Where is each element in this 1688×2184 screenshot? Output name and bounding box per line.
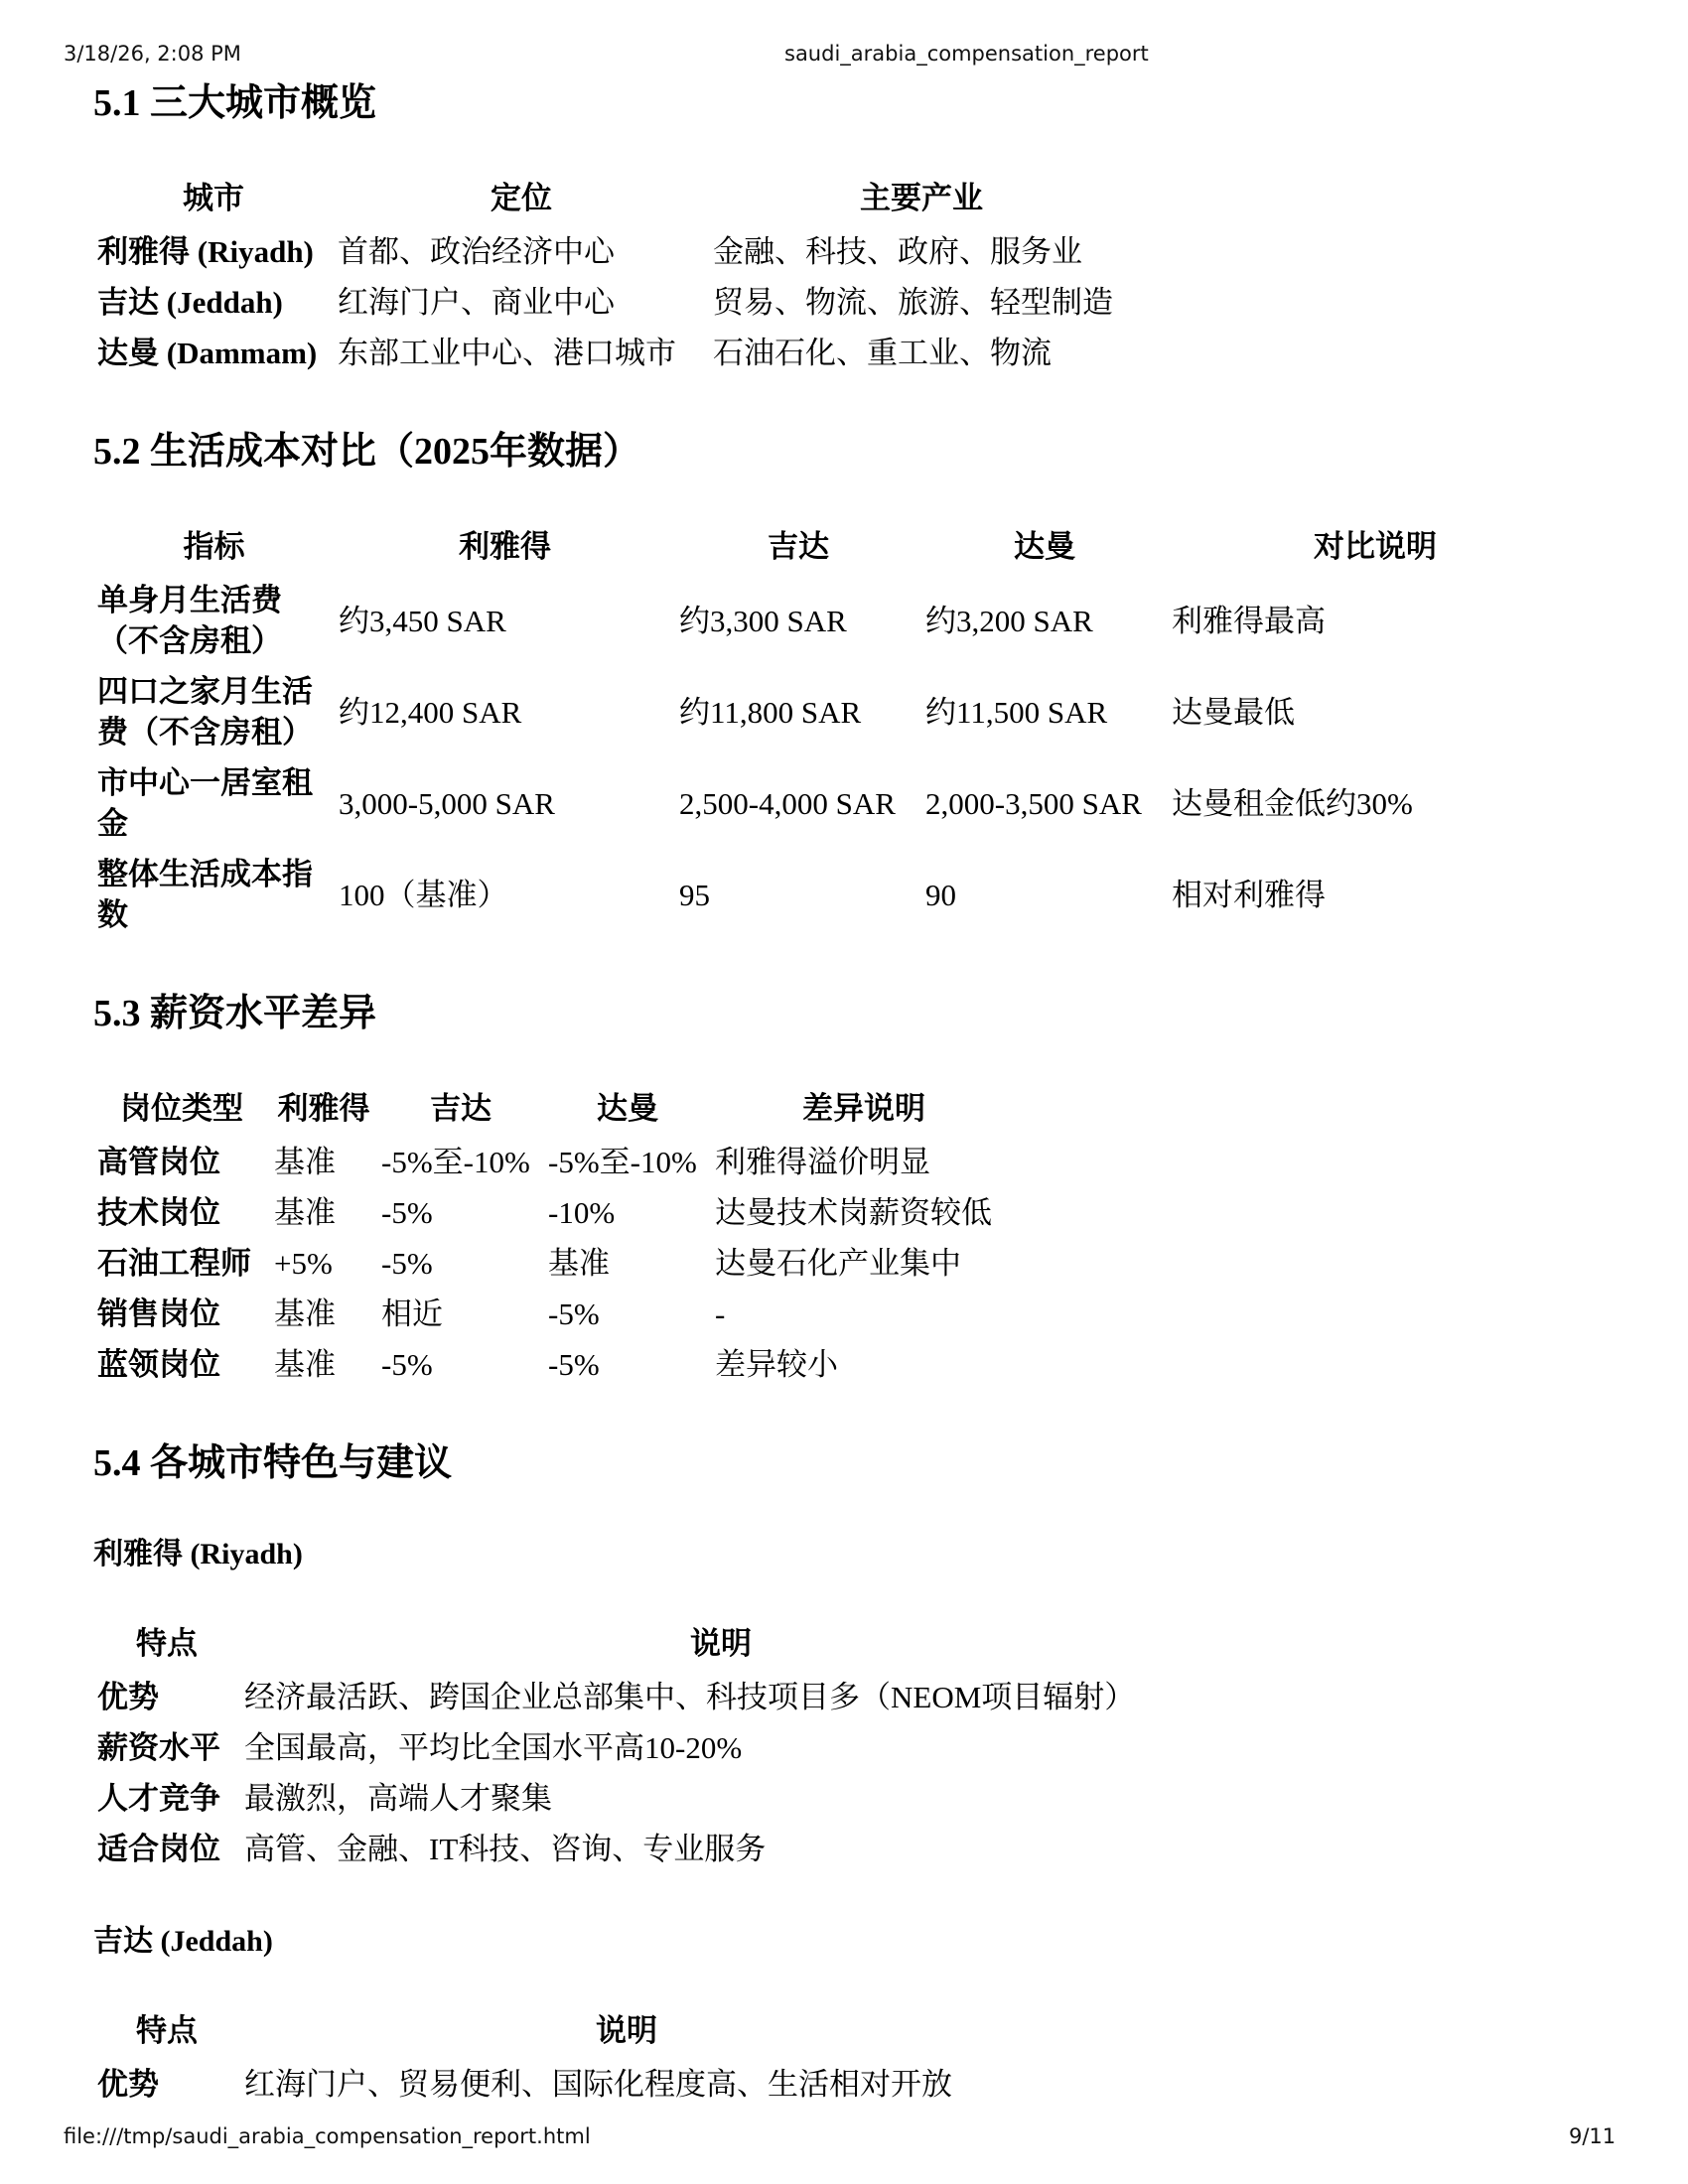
table-cell: 约11,800 SAR: [679, 694, 862, 730]
column-header: 利雅得: [277, 1091, 370, 1126]
table-header-row: [93, 523, 1583, 575]
table-cell: 利雅得溢价明显: [715, 1145, 930, 1179]
print-footer-page-number: 9/11: [1569, 2124, 1617, 2148]
table-cell: 单身月生活费（不含房租）: [97, 583, 282, 658]
table-row: [93, 1672, 1201, 1722]
table-cell: 高管、金融、IT科技、咨询、专业服务: [244, 1832, 767, 1866]
table-cell: -5%至-10%: [548, 1145, 697, 1179]
city-overview-table: [93, 175, 1134, 378]
table-cell: 利雅得最高: [1172, 603, 1326, 638]
table-row: [93, 1289, 1017, 1339]
table-cell: 达曼租金低约30%: [1172, 785, 1413, 821]
table-cell: 红海门户、商业中心: [338, 285, 615, 320]
riyadh-features-table: [93, 1620, 1201, 1874]
table-row: [93, 328, 1134, 378]
table-cell: 高管岗位: [97, 1145, 220, 1179]
table-cell: 差异较小: [715, 1347, 838, 1382]
jeddah-subtitle: 吉达 (Jeddah): [93, 1925, 273, 1958]
section-5-4-title: 5.4 各城市特色与建议: [93, 1442, 453, 1484]
table-cell: -5%: [381, 1195, 433, 1230]
table-cell: 经济最活跃、跨国企业总部集中、科技项目多（NEOM项目辐射）: [244, 1680, 1136, 1714]
table-row: [93, 1824, 1201, 1874]
table-row: [93, 2059, 1013, 2110]
print-header-datetime: 3/18/26, 2:08 PM: [64, 42, 241, 66]
column-header: 达曼: [597, 1091, 658, 1126]
table-cell: 销售岗位: [97, 1297, 220, 1331]
column-header: 定位: [491, 181, 552, 215]
table-cell: 整体生活成本指数: [97, 857, 313, 932]
table-cell: -5%: [381, 1347, 433, 1382]
column-header: 特点: [136, 2013, 198, 2048]
column-header: 岗位类型: [120, 1091, 243, 1126]
table-cell: 基准: [274, 1195, 336, 1230]
table-row: [93, 1773, 1201, 1824]
table-cell: 首都、政治经济中心: [338, 234, 615, 269]
table-cell: 优势: [97, 1680, 159, 1714]
column-header: 吉达: [430, 1091, 492, 1126]
table-cell: 达曼 (Dammam): [97, 336, 318, 370]
table-row: [93, 575, 1583, 666]
table-cell: 达曼最低: [1172, 694, 1295, 730]
salary-difference-table: [93, 1085, 1017, 1390]
table-header-row: [93, 1620, 1201, 1672]
table-cell: -10%: [548, 1195, 616, 1230]
table-cell: 人才竞争: [97, 1781, 220, 1816]
table-header-row: [93, 175, 1134, 226]
column-header: 吉达: [768, 529, 829, 564]
table-row: [93, 1238, 1017, 1289]
column-header: 指标: [183, 529, 245, 564]
table-cell: 东部工业中心、港口城市: [338, 336, 676, 370]
column-header: 特点: [136, 1626, 198, 1661]
table-cell: 约12,400 SAR: [339, 694, 522, 730]
table-cell: -5%: [548, 1347, 600, 1382]
table-header-row: [93, 1085, 1017, 1137]
table-cell: 相近: [381, 1297, 443, 1331]
column-header: 说明: [690, 1626, 752, 1661]
riyadh-subtitle: 利雅得 (Riyadh): [93, 1538, 303, 1570]
table-cell: 红海门户、贸易便利、国际化程度高、生活相对开放: [244, 2067, 952, 2102]
section-5-1-title: 5.1 三大城市概览: [93, 82, 377, 124]
table-cell: 全国最高，平均比全国水平高10-20%: [244, 1730, 743, 1765]
column-header: 差异说明: [802, 1091, 925, 1126]
table-cell: +5%: [274, 1246, 333, 1281]
table-cell: 薪资水平: [97, 1730, 220, 1765]
table-cell: 90: [925, 877, 956, 912]
table-cell: 基准: [548, 1246, 610, 1281]
table-cell: 金融、科技、政府、服务业: [713, 234, 1082, 269]
table-cell: 市中心一居室租金: [97, 765, 313, 841]
section-5-3-title: 5.3 薪资水平差异: [93, 993, 377, 1034]
table-row: [93, 1137, 1017, 1187]
table-cell: 基准: [274, 1145, 336, 1179]
table-cell: 约3,200 SAR: [925, 603, 1093, 638]
table-cell: 2,000-3,500 SAR: [925, 785, 1142, 821]
column-header: 说明: [596, 2013, 657, 2048]
print-footer-path: file:///tmp/saudi_arabia_compensation_report.html: [64, 2124, 591, 2148]
table-row: [93, 666, 1583, 757]
table-cell: 石油石化、重工业、物流: [713, 336, 1052, 370]
table-cell: 约3,450 SAR: [339, 603, 506, 638]
table-cell: -5%: [548, 1297, 600, 1331]
column-header: 城市: [183, 181, 244, 215]
section-5-2-title: 5.2 生活成本对比（2025年数据）: [93, 431, 641, 473]
jeddah-features-table: [93, 2007, 1013, 2110]
table-cell: 95: [679, 877, 710, 912]
table-cell: 基准: [274, 1297, 336, 1331]
table-cell: 利雅得 (Riyadh): [97, 234, 314, 269]
table-header-row: [93, 2007, 1013, 2059]
print-header-title: saudi_arabia_compensation_report: [784, 42, 1149, 66]
column-header: 主要产业: [860, 181, 983, 215]
table-cell: 3,000-5,000 SAR: [339, 785, 555, 821]
column-header: 对比说明: [1314, 529, 1437, 564]
table-cell: 蓝领岗位: [97, 1347, 220, 1382]
table-row: [93, 1339, 1017, 1390]
table-row: [93, 757, 1583, 849]
table-row: [93, 1187, 1017, 1238]
table-cell: 吉达 (Jeddah): [97, 285, 283, 320]
table-cell: 石油工程师: [97, 1246, 251, 1281]
table-cell: 达曼技术岗薪资较低: [715, 1195, 992, 1230]
cost-of-living-table: [93, 523, 1583, 940]
table-cell: 2,500-4,000 SAR: [679, 785, 896, 821]
table-row: [93, 226, 1134, 277]
table-row: [93, 1722, 1201, 1773]
column-header: 达曼: [1014, 529, 1075, 564]
table-cell: -: [715, 1297, 726, 1331]
table-cell: 最激烈，高端人才聚集: [244, 1781, 552, 1816]
table-cell: 优势: [97, 2067, 159, 2102]
table-cell: 适合岗位: [97, 1832, 220, 1866]
table-cell: 相对利雅得: [1172, 877, 1326, 912]
table-cell: 四口之家月生活费（不含房租）: [97, 674, 313, 750]
table-cell: 技术岗位: [97, 1195, 220, 1230]
table-cell: 贸易、物流、旅游、轻型制造: [713, 285, 1113, 320]
table-row: [93, 277, 1134, 328]
table-cell: 基准: [274, 1347, 336, 1382]
table-cell: 约11,500 SAR: [925, 694, 1108, 730]
table-cell: 100（基准）: [339, 877, 508, 912]
table-cell: -5%: [381, 1246, 433, 1281]
table-row: [93, 849, 1583, 940]
table-cell: -5%至-10%: [381, 1145, 530, 1179]
document-body: [93, 77, 1642, 2110]
table-cell: 约3,300 SAR: [679, 603, 847, 638]
column-header: 利雅得: [459, 529, 551, 564]
table-cell: 达曼石化产业集中: [715, 1246, 961, 1281]
